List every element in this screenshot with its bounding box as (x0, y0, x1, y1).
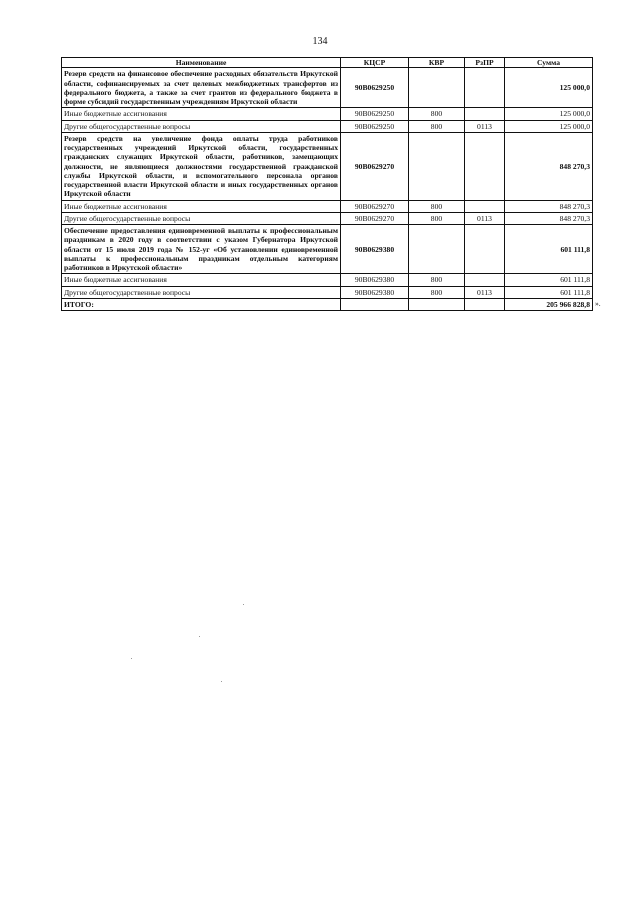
total-kvr (409, 298, 465, 310)
row-rzpr: 0113 (465, 286, 505, 298)
row-sum: 125 000,0 (505, 108, 593, 120)
header-name: Наименование (62, 58, 341, 68)
row-rzpr: 0113 (465, 120, 505, 132)
row-kcsr: 90В0629270 (341, 132, 409, 200)
row-kvr: 800 (409, 286, 465, 298)
row-rzpr (465, 274, 505, 286)
row-name: Другие общегосударственные вопросы (62, 120, 341, 132)
total-sum: 205 966 828,8 (546, 299, 590, 309)
row-kcsr: 90В0629250 (341, 68, 409, 108)
table-row (62, 120, 593, 132)
row-kcsr: 90В0629380 (341, 286, 409, 298)
row-sum: 848 270,3 (505, 200, 593, 212)
total-label: ИТОГО: (62, 298, 341, 310)
table-row (62, 225, 593, 274)
row-name: Иные бюджетные ассигнования (62, 108, 341, 120)
row-name: Резерв средств на финансовое обеспечение расходных обязательств Иркутской области, софинансируемых за счет целевых межбюджетных трансфертов из федерального бюджета, а также за счет грантов из федерального бюджета в форме субсидий государственным учреждениям Иркутской области (62, 68, 341, 108)
header-rzpr: РзПР (465, 58, 505, 68)
row-name: Обеспечение предоставления единовременной выплаты к профессиональным праздникам в 2020 году в соответствии с указом Губернатора Иркутской области от 15 июля 2019 года № 152-уг «Об установлении единовременной выплаты к профессиональным праздникам отдельным категориям работников в Иркутской области» (62, 225, 341, 274)
row-kcsr: 90В0629380 (341, 225, 409, 274)
row-name: Иные бюджетные ассигнования (62, 274, 341, 286)
header-kcsr: КЦСР (341, 58, 409, 68)
scan-speck (131, 658, 132, 659)
row-name: Резерв средств на увеличение фонда оплаты труда работников государственных учреждений Иркутской области, государственных гражданских служащих Иркутской области, работников, замещающих должности, не являющиеся должностями государственной гражданской службы Иркутской области, и вспомогательного персонала органов государственной власти Иркутской области и иных государственных органов Иркутской области (62, 132, 341, 200)
row-name: Иные бюджетные ассигнования (62, 200, 341, 212)
row-rzpr (465, 68, 505, 108)
row-kvr: 800 (409, 120, 465, 132)
header-sum: Сумма (505, 58, 593, 68)
row-kvr: 800 (409, 212, 465, 224)
row-rzpr (465, 200, 505, 212)
row-rzpr (465, 132, 505, 200)
total-sum-cell (505, 298, 601, 310)
row-sum: 125 000,0 (505, 68, 593, 108)
table-row (62, 274, 593, 286)
row-kcsr: 90В0629270 (341, 212, 409, 224)
row-kvr: 800 (409, 108, 465, 120)
row-sum: 601 111,8 (505, 225, 593, 274)
table-header-row (62, 58, 593, 68)
table-row (62, 68, 593, 108)
table-row (62, 200, 593, 212)
row-sum: 601 111,8 (505, 274, 593, 286)
row-kcsr: 90В0629250 (341, 108, 409, 120)
table-row (62, 286, 593, 298)
row-name: Другие общегосударственные вопросы (62, 286, 341, 298)
table-row (62, 212, 593, 224)
row-rzpr: 0113 (465, 212, 505, 224)
scan-speck (221, 681, 222, 682)
budget-table (61, 57, 601, 311)
row-kvr: 800 (409, 274, 465, 286)
table-row (62, 108, 593, 120)
scan-speck (243, 604, 244, 605)
row-sum: 848 270,3 (505, 212, 593, 224)
row-kcsr: 90В0629270 (341, 200, 409, 212)
row-name: Другие общегосударственные вопросы (62, 212, 341, 224)
row-rzpr (465, 108, 505, 120)
row-kcsr: 90В0629380 (341, 274, 409, 286)
total-rzpr (465, 298, 505, 310)
row-rzpr (465, 225, 505, 274)
row-kvr (409, 132, 465, 200)
header-kvr: КВР (409, 58, 465, 68)
total-row (62, 298, 593, 310)
row-sum: 125 000,0 (505, 120, 593, 132)
closing-quote-mark: ». (595, 298, 601, 308)
row-sum: 848 270,3 (505, 132, 593, 200)
row-sum: 601 111,8 (505, 286, 593, 298)
total-kcsr (341, 298, 409, 310)
row-kcsr: 90В0629250 (341, 120, 409, 132)
scan-speck (199, 636, 200, 637)
page-number: 134 (312, 36, 328, 47)
row-kvr (409, 225, 465, 274)
table-row (62, 132, 593, 200)
row-kvr: 800 (409, 200, 465, 212)
row-kvr (409, 68, 465, 108)
